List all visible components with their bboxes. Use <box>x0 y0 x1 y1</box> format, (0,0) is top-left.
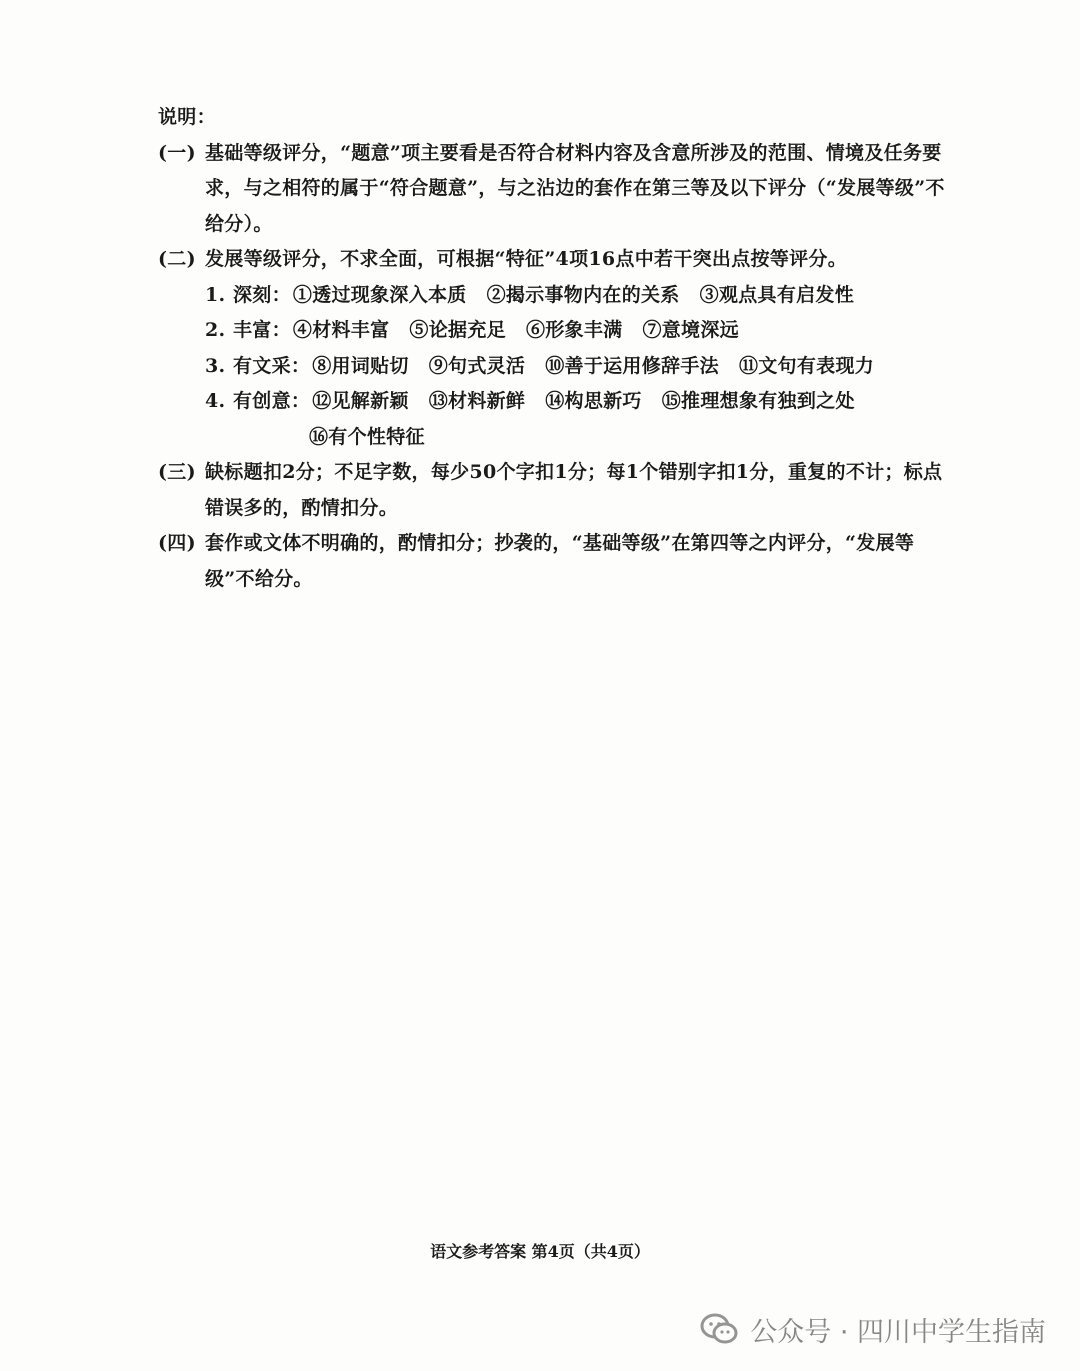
feature-point: ⑦意境深远 <box>642 319 739 341</box>
note-item-3 <box>158 455 948 526</box>
feature-creative <box>205 384 948 455</box>
note-item-4 <box>158 526 948 597</box>
feature-point: ⑥形象丰满 <box>525 319 623 341</box>
feature-point: ⑮推理想象有独到之处 <box>661 390 855 412</box>
watermark <box>700 1307 1046 1351</box>
wechat-official-account-icon <box>700 1311 740 1347</box>
feature-point: ⑫见解新颖 <box>312 390 409 412</box>
notes-heading: 说明： <box>158 106 216 128</box>
feature-point: ⑤论据充足 <box>409 319 506 341</box>
note-text: 缺标题扣2分；不足字数，每少50个字扣1分；每1个错别字扣1分，重复的不计；标点错误多的，酌情扣分。 <box>205 461 943 519</box>
feature-label: 丰富： <box>233 319 291 341</box>
feature-rich <box>205 313 948 349</box>
feature-point: ⑭构思新巧 <box>545 390 642 412</box>
feature-point: ①透过现象深入本质 <box>292 283 467 306</box>
feature-deep <box>205 278 948 314</box>
feature-number: 4. <box>205 390 226 412</box>
note-text: 套作或文体不明确的，酌情扣分；抄袭的，“基础等级”在第四等之内评分，“发展等级”不给分。 <box>205 532 915 590</box>
feature-literary <box>205 349 948 385</box>
page-footer: 语文参考答案 第4页（共4页） <box>430 1242 650 1261</box>
feature-point: ⑬材料新鲜 <box>428 390 526 412</box>
note-marker: (一) <box>158 141 196 164</box>
note-item-1 <box>158 136 948 243</box>
feature-number: 2. <box>205 319 226 341</box>
note-text: 发展等级评分，不求全面，可根据“特征”4项16点中若干突出点按等评分。 <box>205 248 848 270</box>
feature-label: 有创意： <box>233 390 311 412</box>
feature-point: ③观点具有启发性 <box>699 283 855 306</box>
feature-number: 1. <box>205 283 226 306</box>
feature-label: 有文采： <box>233 354 311 377</box>
feature-point: ⑧用词贴切 <box>312 354 409 377</box>
note-text: 基础等级评分，“题意”项主要看是否符合材料内容及含意所涉及的范围、情境及任务要求，与之相符的属于“符合题意”，与之沾边的套作在第三等及以下评分（“发展等级”不给分）。 <box>205 141 945 235</box>
feature-point-continuation: ⑯有个性特征 <box>309 425 425 448</box>
note-marker: (三) <box>158 461 196 483</box>
grading-notes <box>158 100 948 597</box>
feature-point: ⑨句式灵活 <box>428 354 526 377</box>
feature-point: ⑩善于运用修辞手法 <box>545 354 719 377</box>
feature-point: ②揭示事物内在的关系 <box>486 283 680 306</box>
feature-label: 深刻： <box>233 283 291 306</box>
feature-number: 3. <box>205 354 226 377</box>
watermark-text: 公众号 · 四川中学生指南 <box>750 1316 1046 1348</box>
feature-list <box>158 278 948 456</box>
note-marker: (二) <box>158 248 196 270</box>
note-marker: (四) <box>158 532 196 554</box>
feature-point: ④材料丰富 <box>292 319 390 341</box>
note-item-2 <box>158 242 948 278</box>
feature-point: ⑪文句有表现力 <box>738 354 875 377</box>
